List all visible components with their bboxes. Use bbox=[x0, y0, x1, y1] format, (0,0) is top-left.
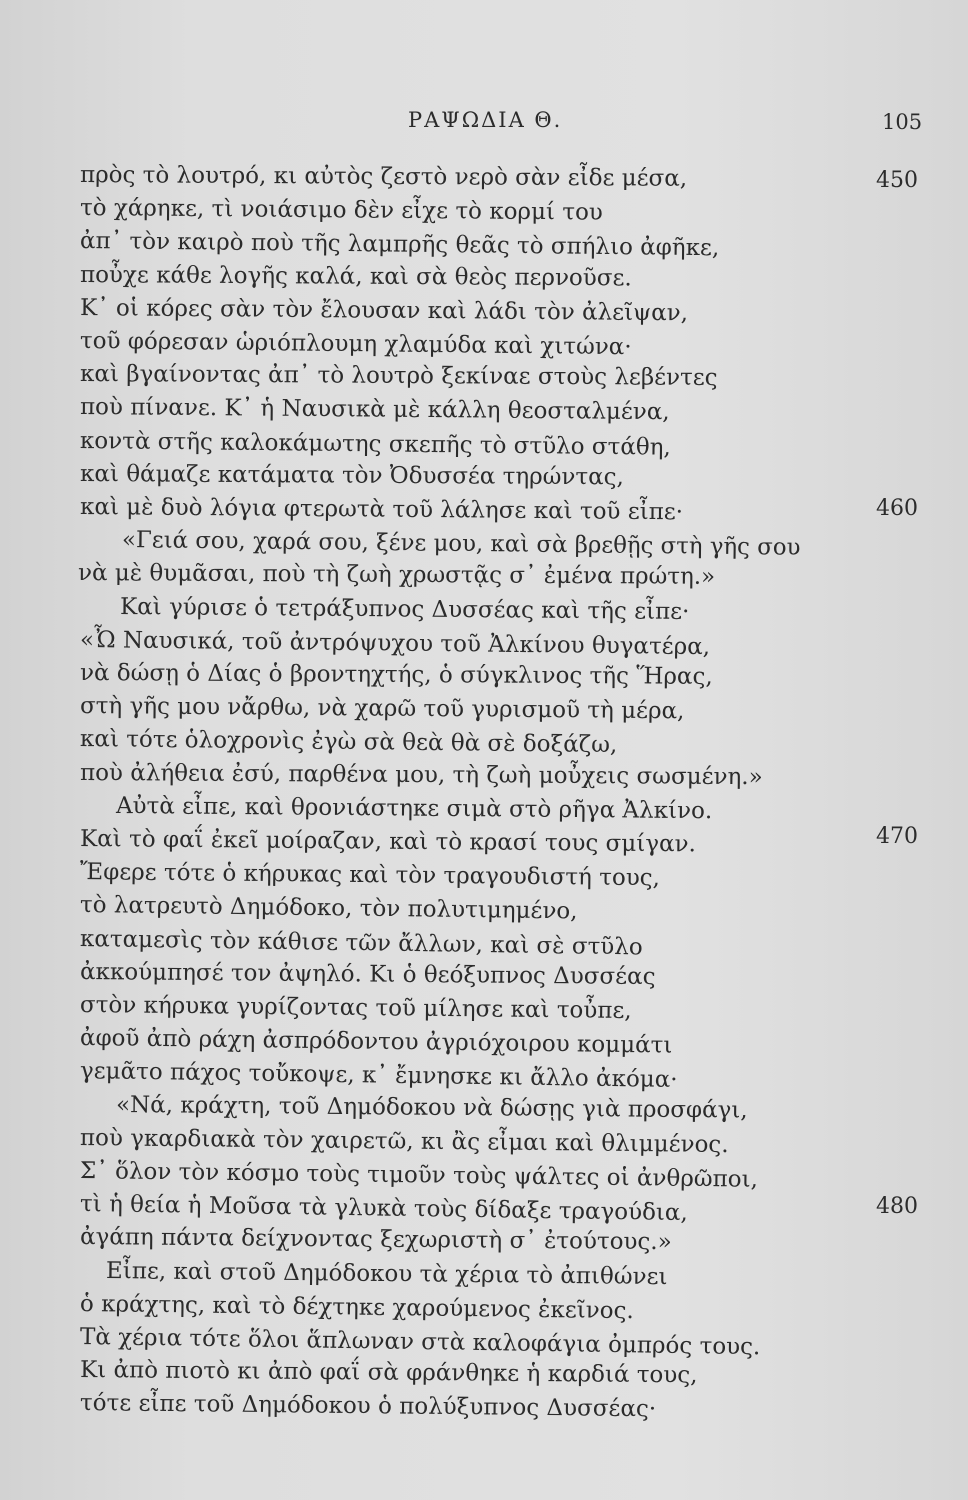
page-number: 105 bbox=[882, 110, 923, 134]
verse-line: «Γειά σου, χαρά σου, ξένε μου, καὶ σὰ βρεθῇς στὴ γῆς σου bbox=[121, 527, 801, 561]
verse-line: ποὺ ἀλήθεια ἐσύ, παρθένα μου, τὴ ζωὴ μοὖχεις σωσμένη.» bbox=[79, 759, 763, 790]
verse-line: ἀγάπη πάντα δείχνοντας ξεχωριστὴ σ᾽ ἐτούτους.» bbox=[79, 1224, 672, 1256]
verse-line: ποὖχε κάθε λογῆς καλά, καὶ σὰ θεὸς περνοῦσε. bbox=[79, 261, 632, 291]
verse-line: «Νά, κράχτη, τοῦ Δημόδοκου νὰ δώσῃς γιὰ προσφάγι, bbox=[115, 1091, 748, 1124]
verse-line: τότε εἶπε τοῦ Δημόδοκου ὁ πολύξυπνος Δυσσέας· bbox=[79, 1390, 657, 1423]
line-number: 470 bbox=[876, 824, 918, 849]
verse-line: Σ᾽ ὅλον τὸν κόσμο τοὺς τιμοῦν τοὺς ψάλτες οἱ ἀνθρῶποι, bbox=[79, 1158, 759, 1193]
verse-line: ποὺ γκαρδιακὰ τὸν χαιρετῶ, κι ἂς εἶμαι καὶ θλιμμένος. bbox=[79, 1124, 729, 1158]
verse-line: Κ᾽ οἱ κόρες σὰν τὸν ἔλουσαν καὶ λάδι τὸν ἀλεῖψαν, bbox=[79, 294, 689, 327]
verse-line: καταμεσὶς τὸν κάθισε τῶν ἄλλων, καὶ σὲ στῦλο bbox=[79, 925, 643, 961]
verse-line: Καὶ γύρισε ὁ τετράξυπνος Δυσσέας καὶ τῆς εἶπε· bbox=[119, 593, 690, 625]
line-number: 460 bbox=[876, 496, 918, 521]
verse-line: κοντὰ στῆς καλοκάμωτης σκεπῆς τὸ στῦλο στάθη, bbox=[79, 427, 671, 461]
verse-line: τοῦ φόρεσαν ὡριόπλουμη χλαμύδα καὶ χιτώνα· bbox=[79, 328, 632, 361]
verse-line: ποὺ πίνανε. Κ᾽ ἡ Ναυσικὰ μὲ κάλλη θεοσταλμένα, bbox=[79, 394, 670, 426]
verse-line: καὶ τότε ὁλοχρονὶς ἐγὼ σὰ θεὰ θὰ σὲ δοξάζω, bbox=[79, 726, 618, 759]
verse-line: «Ὦ Ναυσικά, τοῦ ἀντρόψυχου τοῦ Ἀλκίνου θυγατέρα, bbox=[79, 626, 711, 660]
verse-line: καὶ μὲ δυὸ λόγια φτερωτὰ τοῦ λάλησε καὶ τοῦ εἶπε· bbox=[79, 494, 684, 526]
verse-line: τὸ χάρηκε, τὶ νοιάσιμο δὲν εἶχε τὸ κορμί του bbox=[79, 195, 603, 226]
verse-line: ἀφοῦ ἀπὸ ράχη ἀσπρόδοντου ἀγριόχοιρου κομμάτι bbox=[79, 1025, 673, 1059]
verse-line: Εἶπε, καὶ στοῦ Δημόδοκου τὰ χέρια τὸ ἀπιθώνει bbox=[105, 1257, 668, 1290]
line-number: 450 bbox=[876, 168, 918, 193]
verse-line: Κι ἀπὸ πιοτὸ κι ἀπὸ φαΐ σὰ φράνθηκε ἡ καρδιά τους, bbox=[79, 1357, 698, 1389]
verse-line: ἀκκούμπησέ τον ἀψηλό. Κι ὁ θεόξυπνος Δυσσέας bbox=[79, 958, 656, 990]
verse-line: στὴ γῆς μου νἄρθω, νὰ χαρῶ τοῦ γυρισμοῦ τὴ μέρα, bbox=[79, 693, 685, 725]
verse-line: ὁ κράχτης, καὶ τὸ δέχτηκε χαρούμενος ἐκεῖνος. bbox=[79, 1290, 634, 1324]
verse-line: τὸ λατρευτὸ Δημόδοκο, τὸν πολυτιμημένο, bbox=[79, 892, 578, 925]
verse-line: πρὸς τὸ λουτρό, κι αὐτὸς ζεστὸ νερὸ σὰν εἶδε μέσα, bbox=[79, 162, 688, 192]
verse-line: Τὰ χέρια τότε ὅλοι ἅπλωναν στὰ καλοφάγια ὀμπρός τους. bbox=[79, 1324, 761, 1361]
verse-line: καὶ θάμαζε κατάματα τὸν Ὀδυσσέα τηρώντας, bbox=[79, 460, 624, 491]
verse-line: Αὐτὰ εἶπε, καὶ θρονιάστηκε σιμὰ στὸ ρῆγα Ἀλκίνο. bbox=[115, 792, 713, 824]
verse-line: στὸν κήρυκα γυρίζοντας τοῦ μίλησε καὶ τοὖπε, bbox=[79, 992, 632, 1024]
verse-line: γεμᾶτο πάχος τοὔκοψε, κ᾽ ἔμνησκε κι ἄλλο ἀκόμα· bbox=[79, 1058, 678, 1094]
verse-line: ἀπ᾽ τὸν καιρὸ ποὺ τῆς λαμπρῆς θεᾶς τὸ σπήλιο ἀφῆκε, bbox=[79, 228, 720, 262]
verse-line: καὶ βγαίνοντας ἀπ᾽ τὸ λουτρὸ ξεκίναε στοὺς λεβέντες bbox=[79, 361, 718, 392]
running-head: ΡΑΨΩΔΙΑ Θ. bbox=[408, 108, 563, 132]
line-number: 480 bbox=[876, 1194, 918, 1219]
verse-line: τὶ ἡ θεία ἡ Μοῦσα τὰ γλυκὰ τοὺς δίδαξε τραγούδια, bbox=[79, 1191, 688, 1227]
verse-line: νὰ μὲ θυμᾶσαι, ποὺ τὴ ζωὴ χρωστᾷς σ᾽ ἐμένα πρώτη.» bbox=[77, 560, 716, 591]
verse-line: νὰ δώσῃ ὁ Δίας ὁ βροντηχτής, ὁ σύγκλινος τῆς Ἥρας, bbox=[79, 660, 713, 690]
verse-line: Ἔφερε τότε ὁ κήρυκας καὶ τὸν τραγουδιστή τους, bbox=[79, 859, 661, 892]
verse-line: Καὶ τὸ φαΐ ἐκεῖ μοίραζαν, καὶ τὸ κρασί τους σμίγαν. bbox=[79, 826, 696, 858]
